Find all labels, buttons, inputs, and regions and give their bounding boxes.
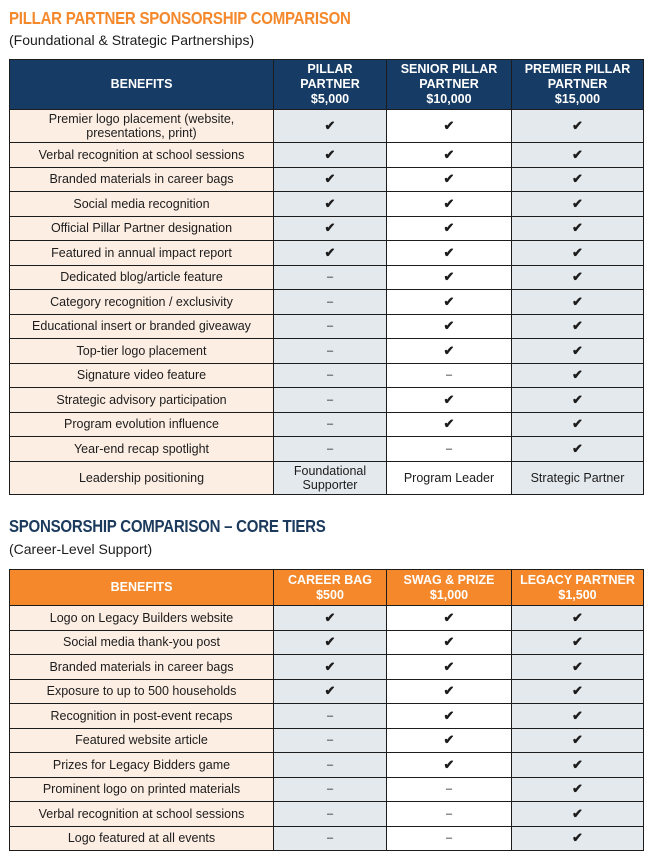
check-icon: ✔	[274, 110, 387, 143]
benefit-cell: Leadership positioning	[10, 461, 274, 494]
table-row	[10, 777, 644, 802]
check-icon: ✔	[512, 241, 644, 266]
check-icon: ✔	[512, 192, 644, 217]
table-row	[10, 110, 644, 143]
dash-mark: –	[274, 777, 387, 802]
check-icon: ✔	[387, 167, 512, 192]
section1-subtitle: (Foundational & Strategic Partnerships)	[9, 32, 255, 48]
section2-title: SPONSORSHIP COMPARISON – CORE TIERS	[9, 516, 326, 536]
check-icon: ✔	[387, 704, 512, 729]
dash-mark: –	[274, 388, 387, 413]
check-icon: ✔	[512, 630, 644, 655]
table-row	[10, 753, 644, 778]
check-icon: ✔	[387, 143, 512, 168]
check-icon: ✔	[512, 110, 644, 143]
header-price: $1,500	[558, 587, 597, 602]
check-icon: ✔	[387, 728, 512, 753]
benefit-cell: Educational insert or branded giveaway	[10, 314, 274, 339]
benefit-cell: Top-tier logo placement	[10, 339, 274, 364]
check-icon: ✔	[387, 655, 512, 680]
benefit-cell: Verbal recognition at school sessions	[10, 802, 274, 827]
core-table-header	[10, 570, 644, 606]
benefit-cell: Program evolution influence	[10, 412, 274, 437]
benefit-cell: Logo featured at all events	[10, 826, 274, 851]
table-row	[10, 802, 644, 827]
check-icon: ✔	[512, 388, 644, 413]
check-icon: ✔	[387, 679, 512, 704]
benefit-cell: Verbal recognition at school sessions	[10, 143, 274, 168]
header-pillar-partner	[274, 60, 387, 110]
value-cell: Foundational Supporter	[274, 461, 387, 494]
check-icon: ✔	[274, 655, 387, 680]
header-benefits	[10, 570, 274, 606]
dash-mark: –	[274, 704, 387, 729]
check-icon: ✔	[274, 679, 387, 704]
pillar-comparison-table	[9, 59, 644, 495]
header-label: PILLAR PARTNER	[300, 62, 360, 91]
benefit-cell: Category recognition / exclusivity	[10, 290, 274, 315]
header-legacy-partner	[512, 570, 644, 606]
check-icon: ✔	[274, 192, 387, 217]
check-icon: ✔	[387, 216, 512, 241]
check-icon: ✔	[274, 216, 387, 241]
table-row	[10, 461, 644, 494]
check-icon: ✔	[387, 388, 512, 413]
header-label: LEGACY PARTNER	[520, 572, 635, 587]
table-row	[10, 728, 644, 753]
check-icon: ✔	[512, 728, 644, 753]
table-row	[10, 679, 644, 704]
table-row	[10, 314, 644, 339]
benefit-cell: Branded materials in career bags	[10, 655, 274, 680]
check-icon: ✔	[512, 679, 644, 704]
benefit-cell: Recognition in post-event recaps	[10, 704, 274, 729]
check-icon: ✔	[387, 606, 512, 631]
header-benefits	[10, 60, 274, 110]
check-icon: ✔	[387, 314, 512, 339]
check-icon: ✔	[387, 339, 512, 364]
check-icon: ✔	[387, 290, 512, 315]
core-table-body	[10, 606, 644, 851]
benefit-cell: Dedicated blog/article feature	[10, 265, 274, 290]
header-label: SWAG & PRIZE	[403, 572, 495, 587]
check-icon: ✔	[512, 802, 644, 827]
benefit-cell: Logo on Legacy Builders website	[10, 606, 274, 631]
dash-mark: –	[274, 290, 387, 315]
table-row	[10, 290, 644, 315]
header-label: CAREER BAG	[287, 572, 373, 587]
dash-mark: –	[274, 802, 387, 827]
check-icon: ✔	[512, 216, 644, 241]
dash-mark: –	[274, 314, 387, 339]
table-row	[10, 339, 644, 364]
benefit-cell: Branded materials in career bags	[10, 167, 274, 192]
header-price: $5,000	[310, 92, 350, 106]
header-price: $10,000	[426, 92, 472, 106]
benefit-cell: Official Pillar Partner designation	[10, 216, 274, 241]
check-icon: ✔	[387, 630, 512, 655]
table-row	[10, 143, 644, 168]
header-swag-prize	[387, 570, 512, 606]
benefit-cell: Social media recognition	[10, 192, 274, 217]
pillar-table-header	[10, 60, 644, 110]
benefit-cell: Featured website article	[10, 728, 274, 753]
table-row	[10, 412, 644, 437]
section1-title: PILLAR PARTNER SPONSORSHIP COMPARISON	[9, 8, 351, 28]
check-icon: ✔	[512, 363, 644, 388]
header-label: SENIOR PILLAR PARTNER	[400, 62, 498, 91]
check-icon: ✔	[512, 339, 644, 364]
dash-mark: –	[274, 265, 387, 290]
table-row	[10, 241, 644, 266]
benefit-cell: Prizes for Legacy Bidders game	[10, 753, 274, 778]
dash-mark: –	[274, 826, 387, 851]
check-icon: ✔	[512, 167, 644, 192]
check-icon: ✔	[274, 606, 387, 631]
header-price: $1,000	[429, 587, 469, 602]
benefit-cell: Strategic advisory participation	[10, 388, 274, 413]
check-icon: ✔	[512, 290, 644, 315]
table-row	[10, 437, 644, 462]
table-row	[10, 192, 644, 217]
header-label: PREMIER PILLAR PARTNER	[524, 62, 631, 91]
dash-mark: –	[387, 437, 512, 462]
check-icon: ✔	[512, 826, 644, 851]
header-senior-pillar-partner	[387, 60, 512, 110]
check-icon: ✔	[274, 167, 387, 192]
table-row	[10, 826, 644, 851]
benefit-cell: Featured in annual impact report	[10, 241, 274, 266]
benefit-cell: Signature video feature	[10, 363, 274, 388]
dash-mark: –	[387, 826, 512, 851]
check-icon: ✔	[387, 192, 512, 217]
dash-mark: –	[274, 339, 387, 364]
dash-mark: –	[274, 753, 387, 778]
dash-mark: –	[274, 363, 387, 388]
pillar-table-body	[10, 110, 644, 495]
core-tiers-table	[9, 569, 644, 851]
check-icon: ✔	[387, 241, 512, 266]
check-icon: ✔	[274, 630, 387, 655]
section2-subtitle: (Career-Level Support)	[9, 541, 153, 557]
benefit-cell: Year-end recap spotlight	[10, 437, 274, 462]
check-icon: ✔	[387, 753, 512, 778]
value-cell: Strategic Partner	[512, 461, 644, 494]
table-row	[10, 388, 644, 413]
header-label: BENEFITS	[110, 77, 173, 91]
table-row	[10, 216, 644, 241]
header-premier-pillar-partner	[512, 60, 644, 110]
table-row	[10, 606, 644, 631]
dash-mark: –	[274, 437, 387, 462]
check-icon: ✔	[512, 753, 644, 778]
benefit-cell: Premier logo placement (website, presentations, print)	[10, 110, 274, 143]
table-row	[10, 704, 644, 729]
check-icon: ✔	[512, 704, 644, 729]
check-icon: ✔	[512, 655, 644, 680]
check-icon: ✔	[512, 606, 644, 631]
check-icon: ✔	[512, 265, 644, 290]
table-row	[10, 265, 644, 290]
benefit-cell: Prominent logo on printed materials	[10, 777, 274, 802]
check-icon: ✔	[274, 241, 387, 266]
benefit-cell: Social media thank-you post	[10, 630, 274, 655]
check-icon: ✔	[512, 412, 644, 437]
value-cell: Program Leader	[387, 461, 512, 494]
table-row	[10, 167, 644, 192]
check-icon: ✔	[512, 777, 644, 802]
check-icon: ✔	[512, 143, 644, 168]
dash-mark: –	[274, 412, 387, 437]
check-icon: ✔	[387, 412, 512, 437]
header-price: $15,000	[554, 92, 601, 106]
check-icon: ✔	[274, 143, 387, 168]
dash-mark: –	[387, 363, 512, 388]
check-icon: ✔	[387, 110, 512, 143]
dash-mark: –	[387, 802, 512, 827]
dash-mark: –	[387, 777, 512, 802]
table-row	[10, 363, 644, 388]
check-icon: ✔	[512, 314, 644, 339]
benefit-cell: Exposure to up to 500 households	[10, 679, 274, 704]
check-icon: ✔	[387, 265, 512, 290]
table-row	[10, 655, 644, 680]
header-price: $500	[316, 587, 344, 602]
dash-mark: –	[274, 728, 387, 753]
check-icon: ✔	[512, 437, 644, 462]
header-career-bag	[274, 570, 387, 606]
table-row	[10, 630, 644, 655]
header-label: BENEFITS	[110, 580, 173, 594]
